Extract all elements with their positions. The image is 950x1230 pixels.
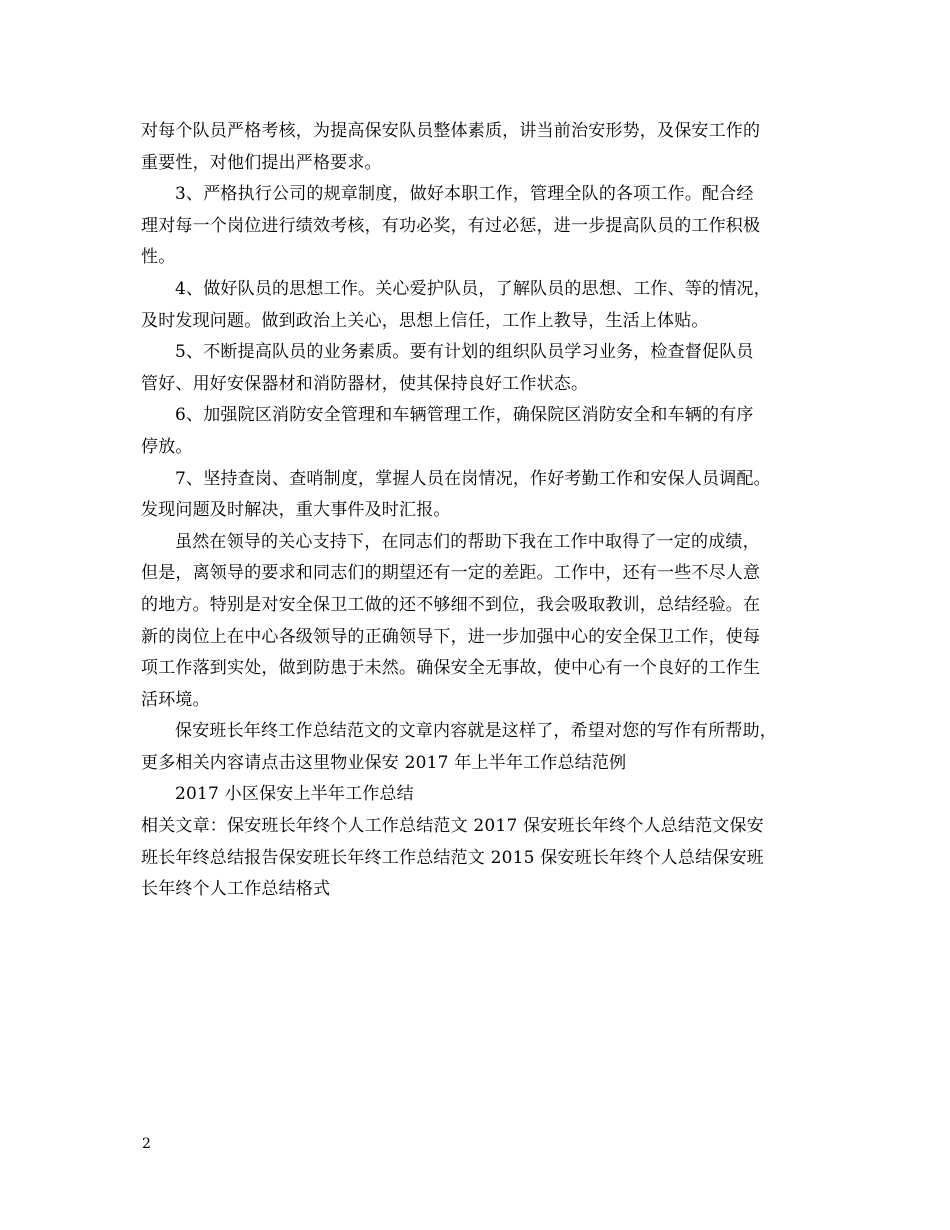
text-line: 管好、用好安保器材和消防器材，使其保持良好工作状态。 — [141, 373, 589, 394]
text-line: 项工作落到实处，做到防患于未然。确保安全无事故，使中心有一个良好的工作生 — [141, 658, 761, 679]
text-line: 对每个队员严格考核，为提高保安队员整体素质，讲当前治安形势，及保安工作的 — [141, 121, 761, 141]
text-line: 性。 — [141, 247, 176, 268]
text-line: 班长年终总结报告保安班长年终工作总结范文 2015 保安班长年终个人总结保安班 — [141, 847, 764, 868]
text-line: 活环境。 — [141, 689, 210, 710]
text-line: 更多相关内容请点击这里物业保安 2017 年上半年工作总结范例 — [141, 752, 627, 773]
body-text — [141, 116, 821, 906]
text-line: 重要性，对他们提出严格要求。 — [141, 152, 382, 173]
text-line: 5、不断提高队员的业务素质。要有计划的组织队员学习业务，检查督促队员 — [175, 342, 754, 363]
text-line: 虽然在领导的关心支持下，在同志们的帮助下我在工作中取得了一定的成绩， — [175, 531, 760, 552]
text-line: 7、坚持查岗、查哨制度，掌握人员在岗情况，作好考勤工作和安保人员调配。 — [175, 468, 771, 489]
text-line: 新的岗位上在中心各级领导的正确领导下，进一步加强中心的安全保卫工作，使每 — [141, 626, 761, 647]
text-line: 长年终个人工作总结格式 — [141, 879, 331, 900]
text-line: 停放。 — [141, 436, 193, 457]
text-line: 2017 小区保安上半年工作总结 — [175, 784, 414, 805]
text-line: 理对每一个岗位进行绩效考核，有功必奖，有过必惩，进一步提高队员的工作积极 — [141, 215, 761, 236]
text-line: 6、加强院区消防安全管理和车辆管理工作，确保院区消防安全和车辆的有序 — [175, 405, 754, 426]
text-line: 保安班长年终工作总结范文的文章内容就是这样了，希望对您的写作有所帮助， — [175, 721, 777, 742]
text-line: 及时发现问题。做到政治上关心，思想上信任，工作上教导，生活上体贴。 — [141, 310, 709, 331]
page-number: 2 — [142, 1136, 151, 1152]
text-line: 4、做好队员的思想工作。关心爱护队员，了解队员的思想、工作、等的情况， — [175, 278, 771, 299]
text-line: 但是，离领导的要求和同志们的期望还有一定的差距。工作中，还有一些不尽人意 — [141, 563, 761, 584]
text-line: 的地方。特别是对安全保卫工做的还不够细不到位，我会吸取教训，总结经验。在 — [141, 594, 761, 615]
text-line: 发现问题及时解决，重大事件及时汇报。 — [141, 500, 451, 521]
text-line: 3、严格执行公司的规章制度，做好本职工作，管理全队的各项工作。配合经 — [175, 184, 754, 205]
text-line: 相关文章：保安班长年终个人工作总结范文 2017 保安班长年终个人总结范文保安 — [141, 816, 764, 837]
